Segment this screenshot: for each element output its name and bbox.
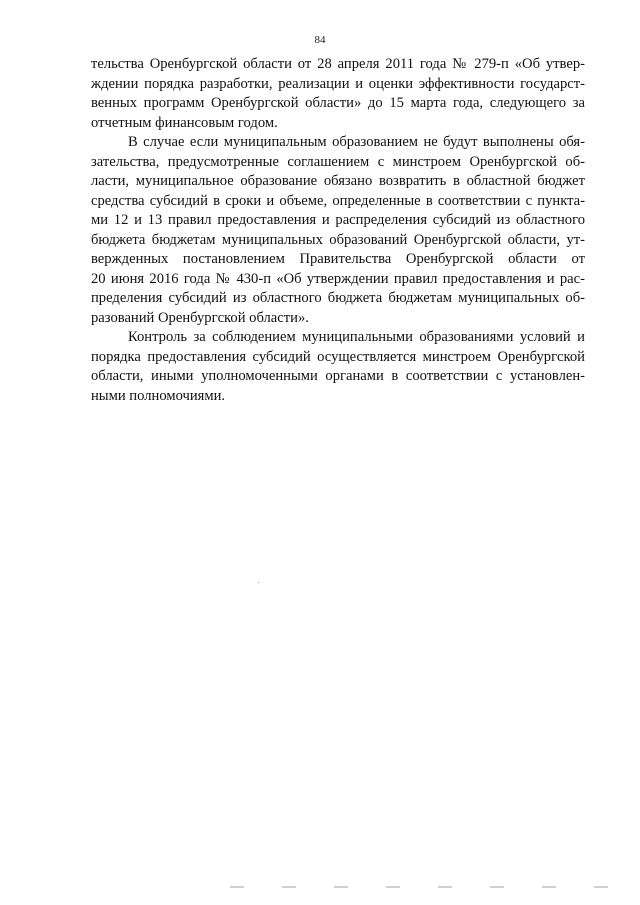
- document-body: [91, 55, 585, 406]
- text-line: пределения субсидий из областного бюджета бюджетам муниципальных об-: [91, 290, 585, 306]
- scan-speck: [258, 582, 259, 583]
- text-line: разований Оренбургской области».: [91, 309, 309, 326]
- text-line: ждении порядка разработки, реализации и оценки эффективности государст-: [91, 75, 585, 92]
- text-line: В случае если муниципальным образованием не будут выполнены обя-: [128, 134, 585, 150]
- text-line: области, иными уполномоченными органами в соответствии с установлен-: [91, 368, 585, 384]
- text-line: средства субсидий в сроки и объеме, определенные в соответствии с пункта-: [91, 192, 585, 209]
- text-line: отчетным финансовым годом.: [91, 114, 278, 131]
- page-number: 84: [314, 34, 326, 46]
- paragraph-3: [91, 328, 585, 406]
- text-line: ласти, муниципальное образование обязано возвратить в областной бюджет: [91, 173, 585, 189]
- text-line: ными полномочиями.: [91, 387, 226, 404]
- text-line: тельства Оренбургской области от 28 апреля 2011 года № 279-п «Об утвер-: [91, 56, 585, 72]
- paragraph-1: [91, 55, 585, 133]
- text-line: 20 июня 2016 года № 430-п «Об утверждении правил предоставления и рас-: [91, 270, 585, 287]
- text-line: зательства, предусмотренные соглашением с минстроем Оренбургской об-: [91, 153, 585, 170]
- text-line: венных программ Оренбургской области» до 15 марта года, следующего за: [91, 95, 585, 111]
- scan-artifact: [230, 886, 610, 888]
- text-line: вержденных постановлением Правительства Оренбургской области от: [91, 251, 585, 267]
- text-line: Контроль за соблюдением муниципальными образованиями условий и: [128, 329, 585, 345]
- text-line: порядка предоставления субсидий осуществляется минстроем Оренбургской: [91, 348, 585, 365]
- text-line: ми 12 и 13 правил предоставления и распределения субсидий из областного: [91, 212, 585, 228]
- paragraph-2: [91, 133, 585, 328]
- text-line: бюджета бюджетам муниципальных образований Оренбургской области, ут-: [91, 231, 585, 248]
